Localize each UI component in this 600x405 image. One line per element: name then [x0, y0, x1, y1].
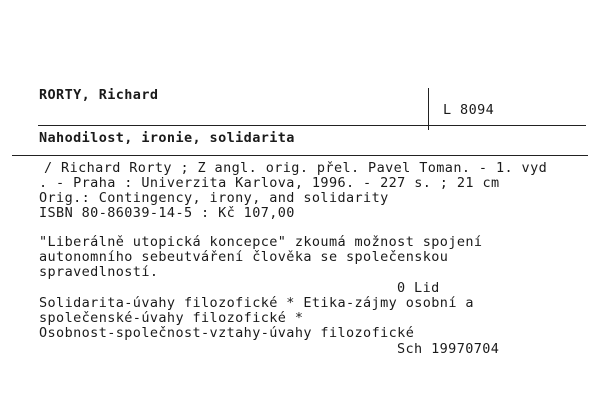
annotation-line: "Liberálně utopická koncepce" zkoumá možnost spojení: [39, 234, 483, 250]
description-line: / Richard Rorty ; Z angl. orig. přel. Pavel Toman. - 1. vyd: [44, 160, 548, 176]
subject-line: Osobnost-společnost-vztahy-úvahy filozofické: [39, 325, 415, 341]
author-heading: RORTY, Richard: [39, 87, 159, 103]
vertical-divider: [428, 88, 429, 130]
description-line: . - Praha : Univerzita Karlova, 1996. - 227 s. ; 21 cm: [39, 175, 500, 191]
classification-code: 0 Lid: [397, 280, 440, 296]
description-line: ISBN 80-86039-14-5 : Kč 107,00: [39, 205, 295, 221]
header-rule: [38, 125, 586, 126]
title-heading: Nahodilost, ironie, solidarita: [39, 130, 295, 146]
subject-line: Solidarita-úvahy filozofické * Etika-zájmy osobní a: [39, 295, 474, 311]
description-line: Orig.: Contingency, irony, and solidarity: [39, 190, 389, 206]
shelfmark: L 8094: [443, 102, 495, 118]
title-rule: [12, 155, 588, 156]
record-id: Sch 19970704: [397, 341, 500, 357]
annotation-line: spravedlností.: [39, 264, 159, 280]
subject-line: společenské-úvahy filozofické *: [39, 310, 304, 326]
annotation-line: autonomního sebeutváření člověka se společenskou: [39, 249, 449, 265]
